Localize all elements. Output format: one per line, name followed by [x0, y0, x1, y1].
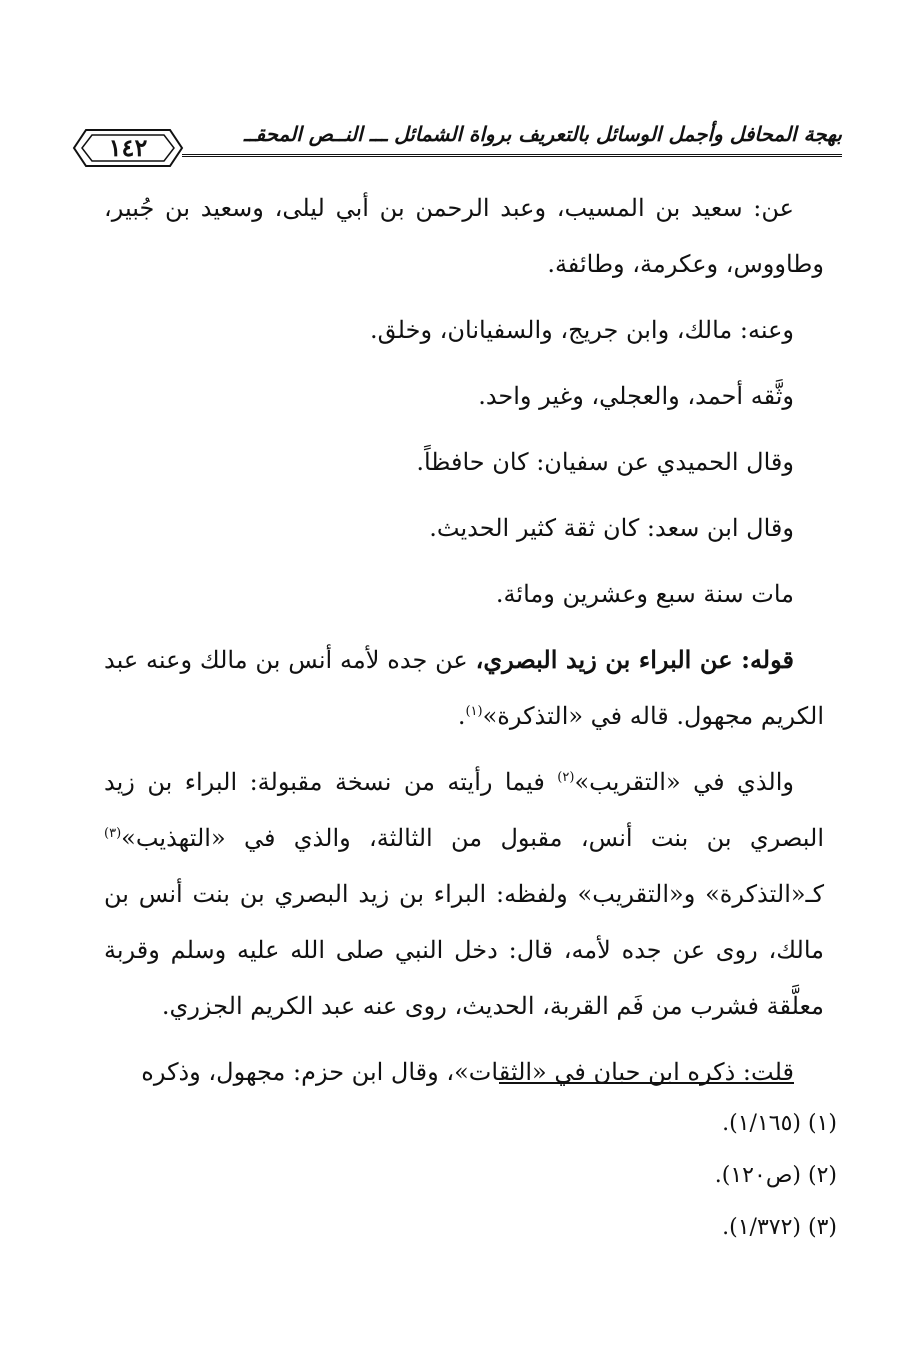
- running-title: بهجة المحافل وأجمل الوسائل بالتعريف برواة الشمائل ـــ النــص المحقــ: [243, 122, 842, 146]
- header-rule: [182, 154, 842, 157]
- main-text: [104, 180, 824, 1100]
- paragraph-text: والذي في «التقريب»: [574, 768, 794, 796]
- paragraph: [104, 754, 824, 1034]
- paragraph: [104, 632, 824, 744]
- page-number: ١٤٢: [108, 133, 148, 162]
- paragraph: وقال الحميدي عن سفيان: كان حافظاً.: [416, 448, 794, 476]
- footnote-ref: (٣): [104, 826, 122, 841]
- paragraph-text: عن جده لأمه أنس بن مالك وعنه عبد الكريم مجهول. قاله في «التذكرة»: [104, 646, 824, 730]
- footnotes: [537, 1098, 837, 1254]
- bold-lemma: قوله: عن البراء بن زيد البصري،: [475, 645, 794, 674]
- footnote-ref: (٢): [557, 770, 575, 785]
- paragraph-text: كـ«التذكرة» و«التقريب» ولفظه: البراء بن زيد البصري بن بنت أنس بن مالك، روى عن جده لأمه، قال: دخل النبي صلى الله عليه وسلم وقربة معلَّقة فشرب من فَم القربة، الحديث، روى عنه عبد الكريم الجزري.: [104, 880, 824, 1020]
- paragraph: عن: سعيد بن المسيب، وعبد الرحمن بن أبي ليلى، وسعيد بن جُبير، وطاووس، وعكرمة، وطائفة.: [104, 194, 824, 278]
- paragraph: قلت: ذكره ابن حبان في «الثقات»، وقال ابن حزم: مجهول، وذكره: [141, 1058, 794, 1086]
- page-header: [72, 118, 842, 178]
- footnote: (٣) (١/٣٧٢).: [722, 1215, 837, 1240]
- footnote-rule: [499, 1082, 794, 1084]
- paragraph-text: فيما رأيته من نسخة مقبولة: البراء بن زيد البصري بن بنت أنس، مقبول من الثالثة، والذي في «التهذيب»: [104, 768, 824, 852]
- paragraph: مات سنة سبع وعشرين ومائة.: [495, 580, 794, 608]
- footnote-ref: (١): [465, 704, 483, 719]
- footnote: (٢) (ص١٢٠).: [714, 1163, 837, 1188]
- paragraph: وثَّقه أحمد، والعجلي، وغير واحد.: [478, 382, 794, 410]
- paragraph: وقال ابن سعد: كان ثقة كثير الحديث.: [429, 514, 794, 542]
- page-number-badge: [72, 126, 184, 170]
- paragraph: وعنه: مالك، وابن جريج، والسفيانان، وخلق.: [370, 316, 794, 344]
- paragraph-text: .: [457, 702, 466, 730]
- footnote: (١) (١/١٦٥).: [722, 1111, 837, 1136]
